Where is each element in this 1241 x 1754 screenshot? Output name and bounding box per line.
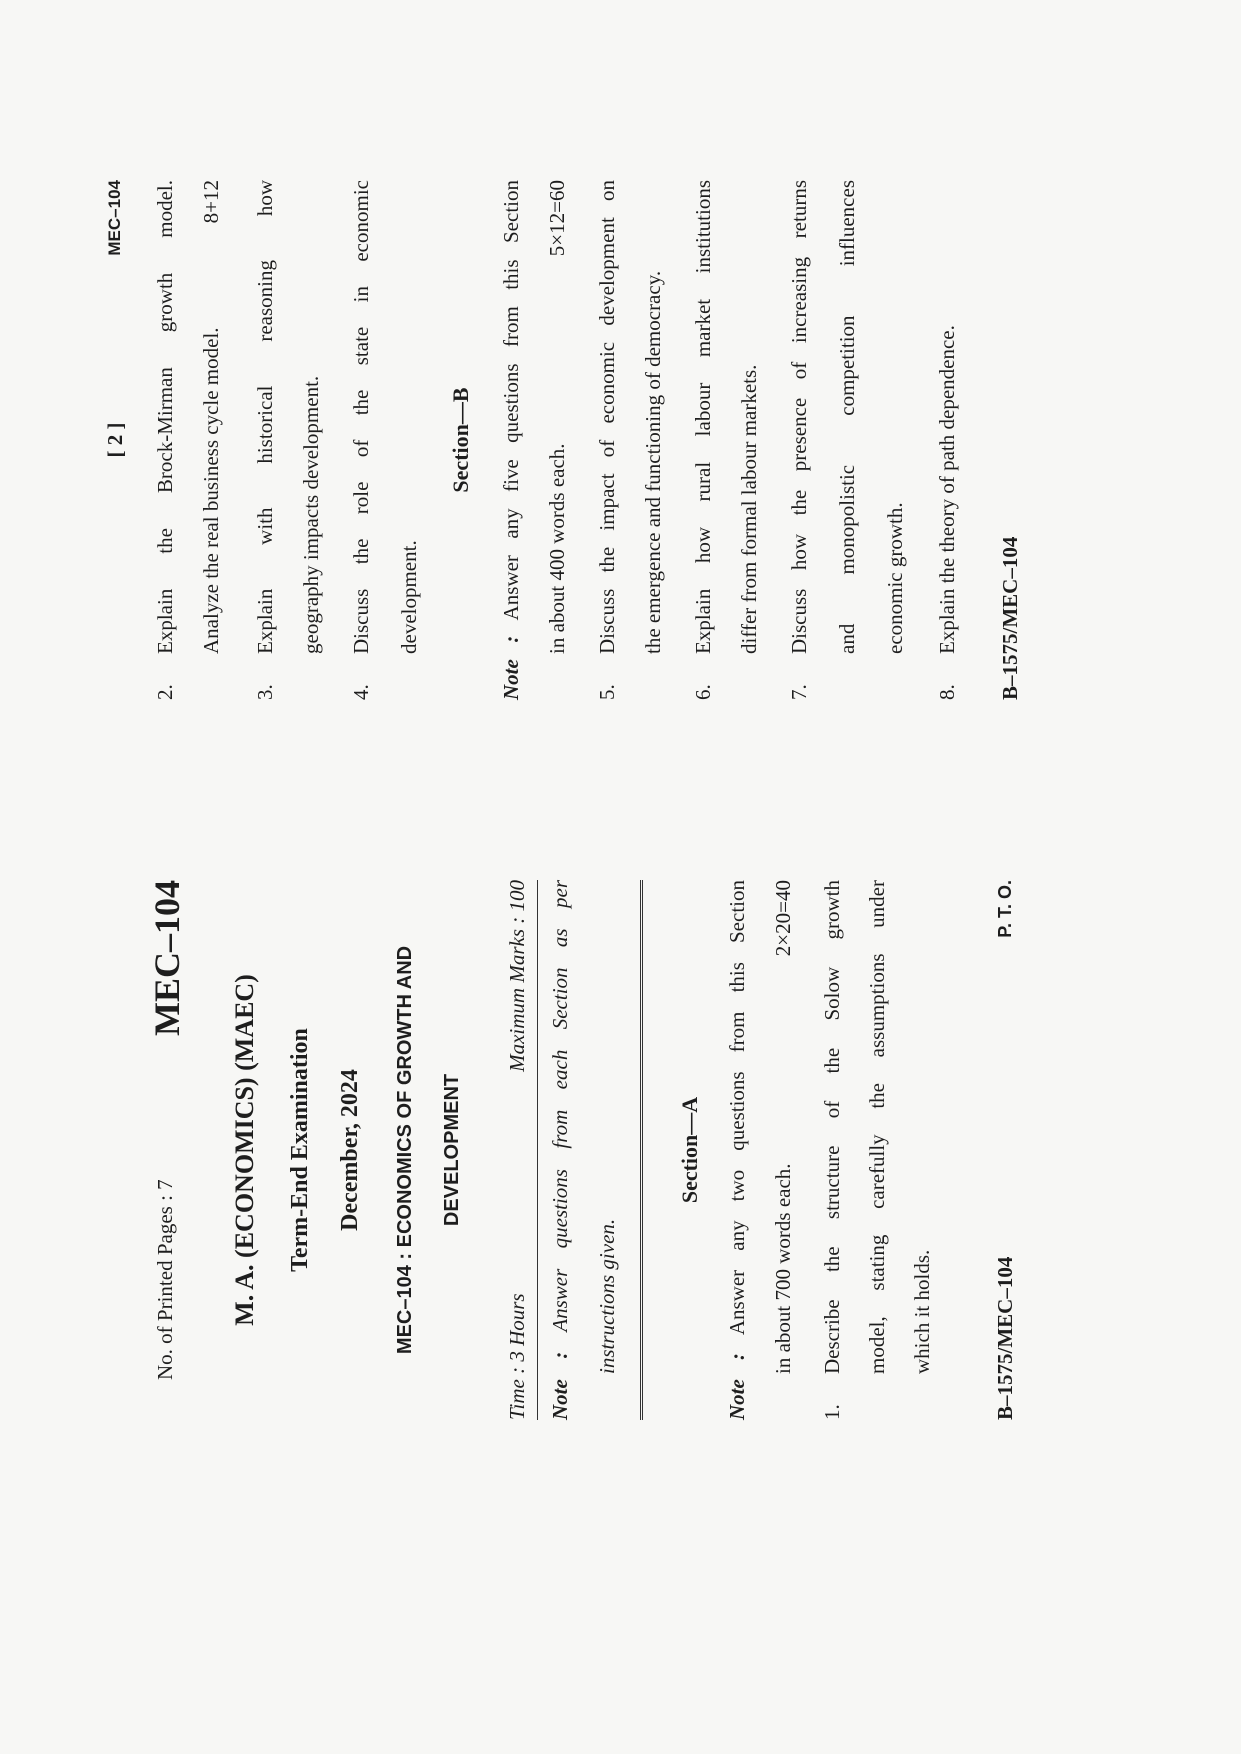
paper-code: MEC–104 [147,880,187,1036]
footer-code: B–1575/MEC–104 [998,536,1022,700]
course-title-line2: DEVELOPMENT [441,1073,463,1227]
question-text-line: Describe the structure of the Solow growth [820,880,844,1374]
note-label: Note : [499,635,523,700]
pto: P. T. O. [995,880,1015,938]
general-note-line2: instructions given. [595,1218,619,1374]
section-b-marks: 5×12=60 [545,180,569,257]
course-title-line1: MEC–104 : ECONOMICS OF GROWTH AND [394,945,416,1355]
question-text-line: Discuss the impact of economic development on [595,180,619,654]
note-text: Answer any two questions from this Section [725,880,749,1336]
divider [537,880,538,1420]
question-number: 1. [820,1404,844,1420]
question-text-line: Explain the Brock-Mirman growth model. [153,180,177,654]
question-text-line: model, stating carefully the assumptions under [865,880,889,1374]
section-b-note-line1 [496,180,526,700]
question-text-line: the emergence and functioning of democracy. [641,270,665,654]
section-a-title: Section—A [677,1096,702,1204]
question-number: 7. [787,684,811,700]
page-1 [0,880,1241,1420]
section-b-note-line2: in about 400 words each. [545,443,569,654]
question-text-line: Discuss the role of the state in economic [349,180,373,654]
note-label: Note : [725,1353,749,1420]
question-number: 3. [253,684,277,700]
question-number: 2. [153,684,177,700]
question-text-line: Discuss how the presence of increasing returns [787,180,811,654]
note-text: Answer questions from each Section as per [548,880,572,1332]
question-text-line: geography impacts development. [299,375,323,654]
question-text-line: and monopolistic competition influences [835,180,859,654]
question-number: 4. [349,684,373,700]
exam-title: Term-End Examination [287,1028,313,1272]
question-number: 5. [595,684,619,700]
programme-title: M. A. (ECONOMICS) (MAEC) [230,974,259,1326]
question-text-line: which it holds. [910,1249,934,1374]
footer-code: B–1575/MEC–104 [993,1256,1017,1420]
section-a-note-line1 [722,880,752,1420]
question-text-line: economic growth. [883,502,907,654]
question-marks: 8+12 [199,180,223,224]
paper-code: MEC–104 [105,180,124,256]
section-a-note-line2: in about 700 words each. [771,1163,795,1374]
section-a-marks: 2×20=40 [771,880,795,957]
maximum-marks: Maximum Marks : 100 [505,880,529,1072]
general-note-line1 [545,880,575,1420]
double-divider [640,880,647,1420]
question-text-line: development. [397,540,421,654]
exam-date: December, 2024 [337,1069,363,1231]
question-number: 6. [691,684,715,700]
question-text-line: Explain how rural labour market institutions [691,180,715,654]
page-number: [ 2 ] [103,422,127,458]
question-text-line: Explain the theory of path dependence. [935,325,959,654]
printed-pages: No. of Printed Pages : 7 [153,1179,177,1380]
question-text-line: Analyze the real business cycle model. [199,327,223,654]
section-b-title: Section—B [448,387,473,493]
page-2 [0,180,1241,700]
question-text-line: differ from formal labour markets. [737,364,761,654]
question-text-line: Explain with historical reasoning how [253,180,277,654]
note-text: Answer any five questions from this Section [499,180,523,621]
note-label: Note : [548,1351,572,1420]
question-number: 8. [935,684,959,700]
time-allowed: Time : 3 Hours [505,1293,529,1420]
